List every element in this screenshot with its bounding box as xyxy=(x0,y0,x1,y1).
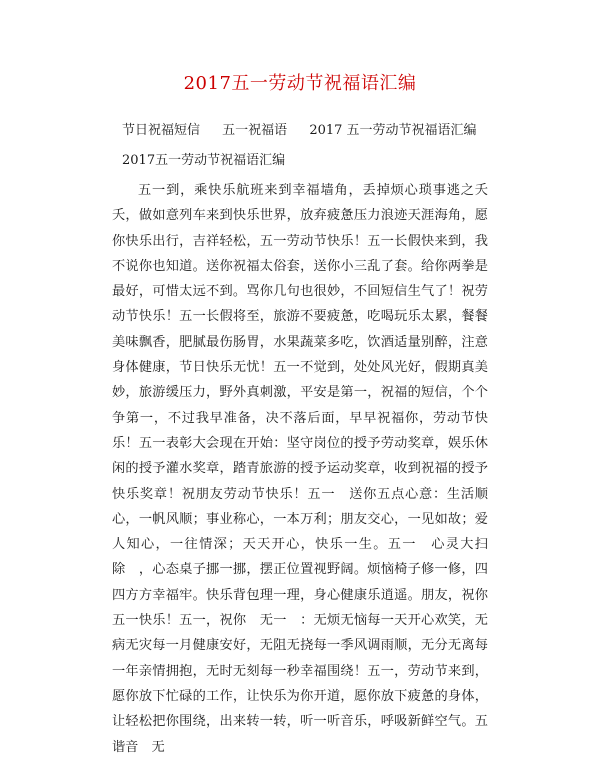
tag-item: 五一祝福语 xyxy=(222,123,288,138)
tag-line xyxy=(112,122,488,140)
document-title: 2017五一劳动节祝福语汇编 xyxy=(183,73,417,94)
tag-item: 节日祝福短信 xyxy=(122,123,201,138)
body-paragraph: 五一到，乘快乐航班来到幸福墙角，丢掉烦心琐事逃之夭夭，做如意列车来到快乐世界，放弃疲惫压力浪迹天涯海角，愿你快乐出行，吉祥轻松，五一劳动节快乐！五一长假快来到，我不说你也知道。送你祝福太俗套，送你小三乱了套。给你两拳是最好，可惜太远不到。骂你几句也很妙，不回短信生气了！祝劳动节快乐！五一长假将至，旅游不要疲惫，吃喝玩乐太累，餐餐美味飘香，肥腻最伤肠胃，水果蔬菜多吃，饮酒适量别醉，注意身体健康，节日快乐无忧！五一不觉到，处处风光好，假期真美妙，旅游缓压力，野外真刺激，平安是第一，祝福的短信，个个争第一，不过我早准备，决不落后面，早早祝福你，劳动节快乐！五一表彰大会现在开始：坚守岗位的授予劳动奖章，娱乐休闲的授予灌水奖章，踏青旅游的授予运动奖章，收到祝福的授予快乐奖章！祝朋友劳动节快乐！五一 送你五点心意：生活顺心，一帆风顺；事业称心，一本万利；朋友交心，一见如故；爱人知心，一往情深；天天开心，快乐一生。五一 心灵大扫除 ，心态桌子挪一挪，摆正位置视野阔。烦恼椅子修一修，四四方方幸福牢。快乐背包理一理，身心健康乐逍遥。朋友，祝你五一快乐！五一，祝你 无一 ：无烦无恼每一天开心欢笑，无病无灾每一月健康安好，无阻无挠每一季风调雨顺，无分无离每一年亲情拥抱，无时无刻每一秒幸福围绕！五一，劳动节来到，愿你放下忙碌的工作，让快乐为你开道，愿你放下疲惫的身体，让轻松把你围绕，出来转一转，听一听音乐，呼吸新鲜空气。五谐音 无 xyxy=(112,183,488,755)
document-subtitle: 2017五一劳动节祝福语汇编 xyxy=(122,153,286,168)
tag-item: 2017 五一劳动节祝福语汇编 xyxy=(309,123,477,138)
